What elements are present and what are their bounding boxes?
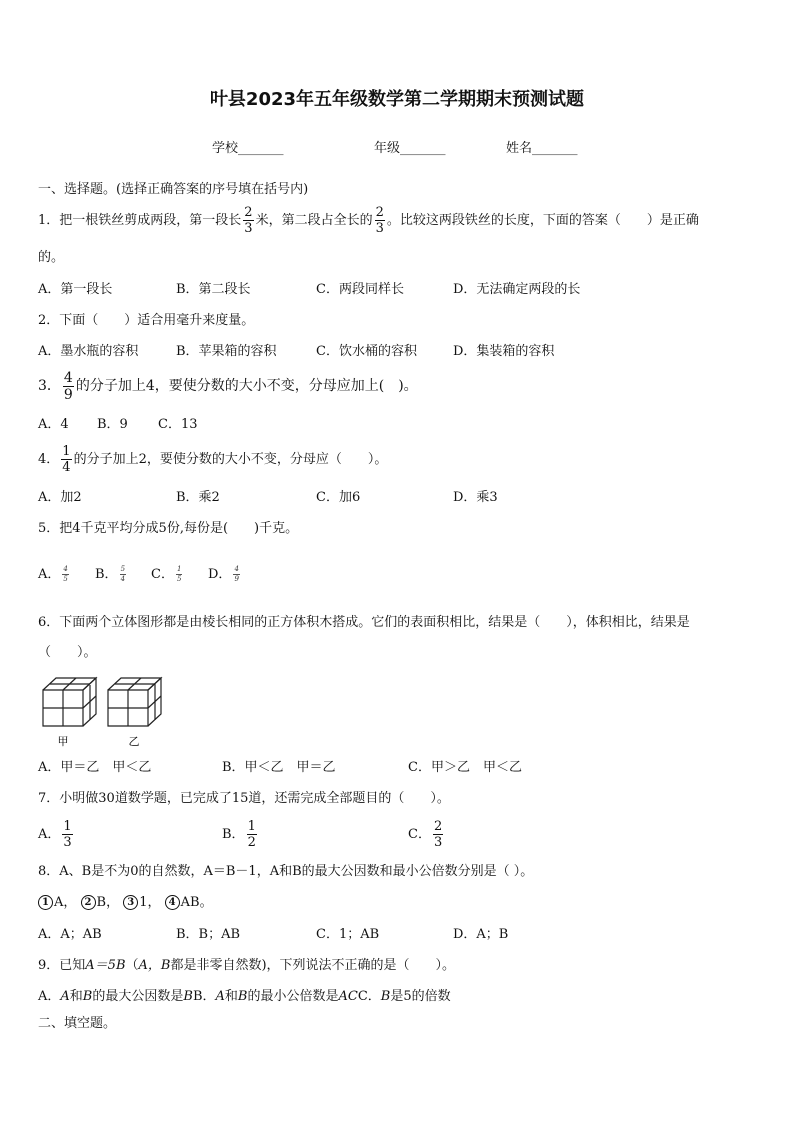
q6-option-a[interactable]: A．甲＝乙 甲＜乙 [38,760,152,775]
q2-option-d[interactable]: D．集装箱的容积 [453,344,555,359]
q8-option-c[interactable]: C．1；AB [316,927,380,942]
q6-option-b[interactable]: B．甲＜乙 甲＝乙 [222,760,336,775]
grade-field[interactable]: 年级_______ [374,141,446,156]
figure-yi [108,678,161,726]
q3-fraction: $\frac{4}{9}$ [63,369,73,403]
q8-option-d[interactable]: D．A；B [453,927,509,942]
q9-option-c[interactable]: C．B是5的倍数 [357,989,451,1004]
q3-text: 的分子加上4，要使分数的大小不变，分母应加上( )。 [75,378,418,394]
q8-option-a[interactable]: A．A；AB [38,927,102,942]
q9-option-a[interactable]: A．A和B的最大公因数是B [38,989,193,1004]
figure-jia [43,678,96,726]
question-9: 9．已知A＝5B（A，B都是非零自然数)，下列说法不正确的是（ ）。 [38,958,456,973]
q7-option-a[interactable]: A． $\frac{1}{3}$ [38,819,72,850]
q6-option-c[interactable]: C．甲＞乙 甲＜乙 [408,760,522,775]
q3-option-c[interactable]: C．13 [158,417,198,432]
name-field[interactable]: 姓名_______ [506,141,578,156]
q8-option-b[interactable]: B．B；AB [176,927,241,942]
q1-option-d[interactable]: D．无法确定两段的长 [453,282,581,297]
question-6-line-2: （ ）。 [38,645,97,660]
q1-option-a[interactable]: A．第一段长 [38,282,113,297]
q1-fraction-2: $\frac{2}{3}$ [375,205,384,236]
question-3: 3． $\frac{4}{9}$ 的分子加上4，要使分数的大小不变，分母应加上( )。 [38,369,418,403]
q8-choices: 1 A， 2 B， 3 1， 4 AB。 [38,894,213,912]
q5-option-a[interactable]: A． $\frac{4}{5}$ [38,565,68,583]
section-fill-heading: 二、填空题。 [38,1016,117,1031]
q2-option-b[interactable]: B．苹果箱的容积 [176,344,277,359]
q1-text-d: 的。 [38,250,65,265]
q1-option-b[interactable]: B．第二段长 [176,282,251,297]
q1-text-a: 1．把一根铁丝剪成两段，第一段长 [38,213,242,228]
q5-option-d[interactable]: D． $\frac{4}{9}$ [208,565,239,583]
question-4: 4． $\frac{1}{4}$ 的分子加上2，要使分数的大小不变，分母应（ ）。 [38,444,388,475]
figure-label-yi: 乙 [128,735,140,748]
q1-option-c[interactable]: C．两段同样长 [316,282,404,297]
question-7: 7．小明做30道数学题，已完成了15道，还需完成全部题目的（ ）。 [38,791,450,806]
section-choice-heading: 一、选择题。(选择正确答案的序号填在括号内) [38,182,309,197]
q2-option-c[interactable]: C．饮水桶的容积 [316,344,417,359]
q3-option-b[interactable]: B．9 [97,417,128,432]
q7-option-c[interactable]: C． $\frac{2}{3}$ [408,819,443,850]
q2-option-a[interactable]: A．墨水瓶的容积 [38,344,139,359]
q4-option-d[interactable]: D．乘3 [453,490,498,505]
q1-text-c: 。比较这两段铁丝的长度，下面的答案（ ）是正确 [386,213,699,228]
q3-option-a[interactable]: A．4 [38,417,69,432]
q1-fraction-1: $\frac{2}{3}$ [244,205,253,236]
q9-options [38,988,451,1006]
school-field[interactable]: 学校_______ [212,141,284,156]
q1-text-b: 米，第二段占全长的 [255,213,373,228]
q4-text: 的分子加上2，要使分数的大小不变，分母应（ ）。 [73,452,388,467]
question-2: 2．下面（ ）适合用毫升来度量。 [38,313,255,328]
page-title: 叶县2023年五年级数学第二学期期末预测试题 [209,89,585,110]
q5-option-b[interactable]: B． $\frac{5}{4}$ [95,565,126,583]
q9-option-b[interactable]: B．A和B的最小公倍数是AC [192,989,358,1004]
figure-label-jia: 甲 [57,735,69,748]
question-8: 8．A、B是不为0的自然数，A＝B－1，A和B的最大公因数和最小公倍数分别是（ ）。 [38,864,534,879]
q7-option-b[interactable]: B． $\frac{1}{2}$ [222,819,256,850]
question-5: 5．把4千克平均分成5份,每份是( )千克。 [38,521,299,536]
q4-fraction: $\frac{1}{4}$ [62,444,71,475]
q4-option-a[interactable]: A．加2 [38,490,82,505]
q5-option-c[interactable]: C． $\frac{1}{5}$ [151,565,182,583]
question-1 [38,205,699,237]
q4-option-c[interactable]: C．加6 [316,490,361,505]
q6-cube-figures [38,670,173,750]
question-6-line-1: 6．下面两个立体图形都是由棱长相同的正方体积木搭成。它们的表面积相比，结果是（ ），体积相比，结果是 [38,615,690,630]
q4-option-b[interactable]: B．乘2 [176,490,220,505]
